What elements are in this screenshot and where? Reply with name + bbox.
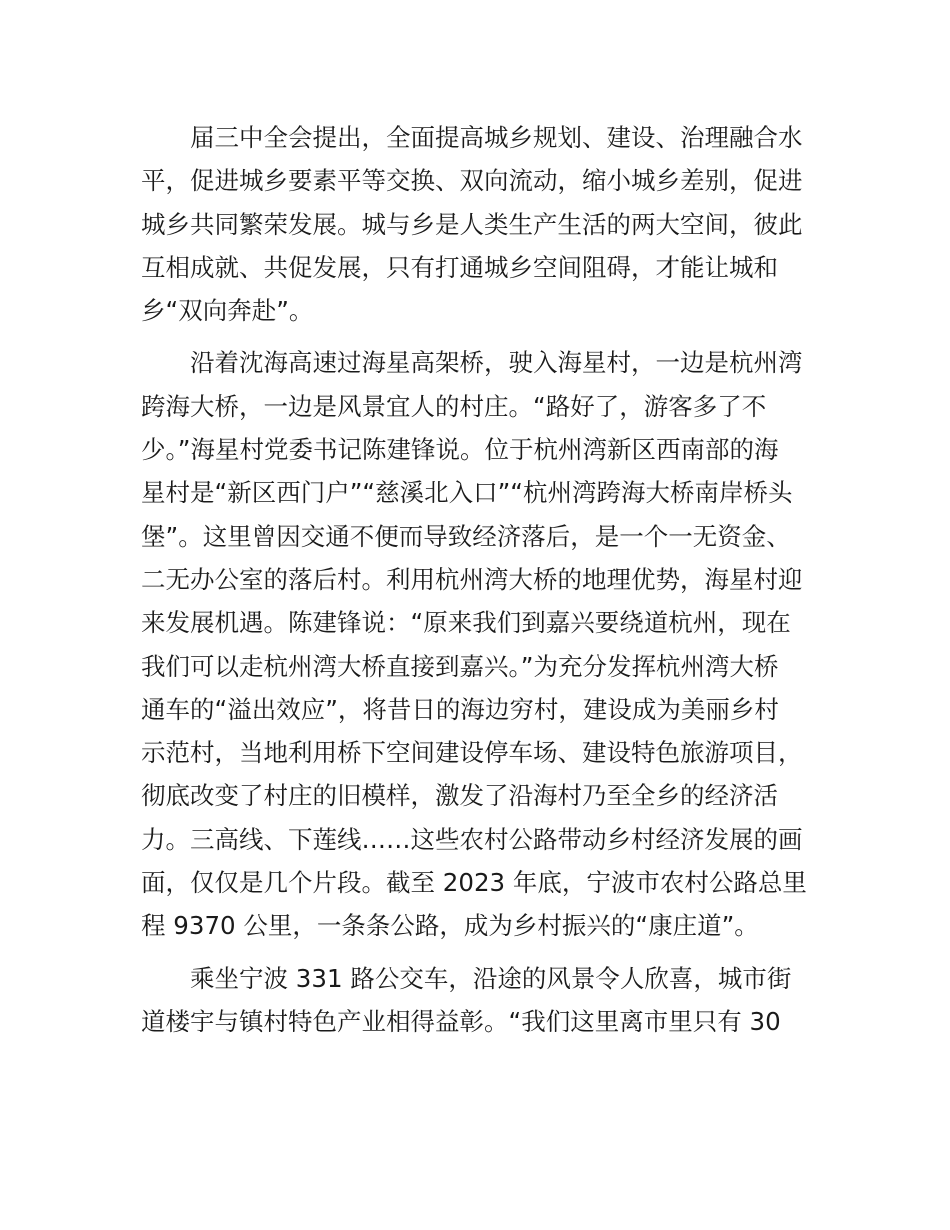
text-line: 通车的“溢出效应”，将昔日的海边穷村，建设成为美丽乡村 bbox=[141, 694, 779, 724]
text-line: 堡”。这里曾因交通不便而导致经济落后，是一个一无资金、 bbox=[141, 521, 791, 551]
text-line: 示范村，当地利用桥下空间建设停车场、建设特色旅游项目， bbox=[141, 738, 803, 768]
text-line: 来发展机遇。陈建锋说：“原来我们到嘉兴要绕道杭州，现在 bbox=[141, 608, 791, 638]
text-line: 城乡共同繁荣发展。城与乡是人类生产生活的两大空间，彼此 bbox=[141, 209, 803, 239]
document-body bbox=[141, 116, 813, 1043]
text-line: 少。”海星村党委书记陈建锋说。位于杭州湾新区西南部的海 bbox=[141, 435, 779, 465]
text-line: 彻底改变了村庄的旧模样，激发了沿海村乃至全乡的经济活 bbox=[141, 781, 778, 811]
text-line: 平，促进城乡要素平等交换、双向流动，缩小城乡差别，促进 bbox=[141, 166, 803, 196]
text-line: 乡“双向奔赴”。 bbox=[141, 296, 314, 326]
text-line: 力。三高线、下莲线……这些农村公路带动乡村经济发展的画 bbox=[141, 824, 803, 854]
text-line: 跨海大桥，一边是风景宜人的村庄。“路好了，游客多了不 bbox=[141, 391, 767, 421]
text-line: 星村是“新区西门户”“慈溪北入口”“杭州湾跨海大桥南岸桥头 bbox=[141, 478, 793, 508]
text-line: 届三中全会提出，全面提高城乡规划、建设、治理融合水 bbox=[190, 123, 803, 152]
paragraph-2 bbox=[141, 341, 813, 947]
text-line: 二无办公室的落后村。利用杭州湾大桥的地理优势，海星村迎 bbox=[141, 564, 803, 594]
paragraph-1 bbox=[141, 116, 813, 332]
text-line: 互相成就、共促发展，只有打通城乡空间阻碍，才能让城和 bbox=[141, 252, 778, 282]
text-line: 乘坐宁波 331 路公交车，沿途的风景令人欣喜，城市街 bbox=[190, 963, 792, 993]
text-line: 我们可以走杭州湾大桥直接到嘉兴。”为充分发挥杭州湾大桥 bbox=[141, 651, 779, 681]
text-line: 面，仅仅是几个片段。截至 2023 年底，宁波市农村公路总里 bbox=[141, 868, 807, 898]
text-line: 道楼宇与镇村特色产业相得益彰。“我们这里离市里只有 30 bbox=[141, 1006, 781, 1036]
text-line: 沿着沈海高速过海星高架桥，驶入海星村，一边是杭州湾 bbox=[190, 348, 803, 378]
paragraph-3 bbox=[141, 957, 813, 1044]
text-line: 程 9370 公里，一条条公路，成为乡村振兴的“康庄道”。 bbox=[141, 911, 759, 941]
